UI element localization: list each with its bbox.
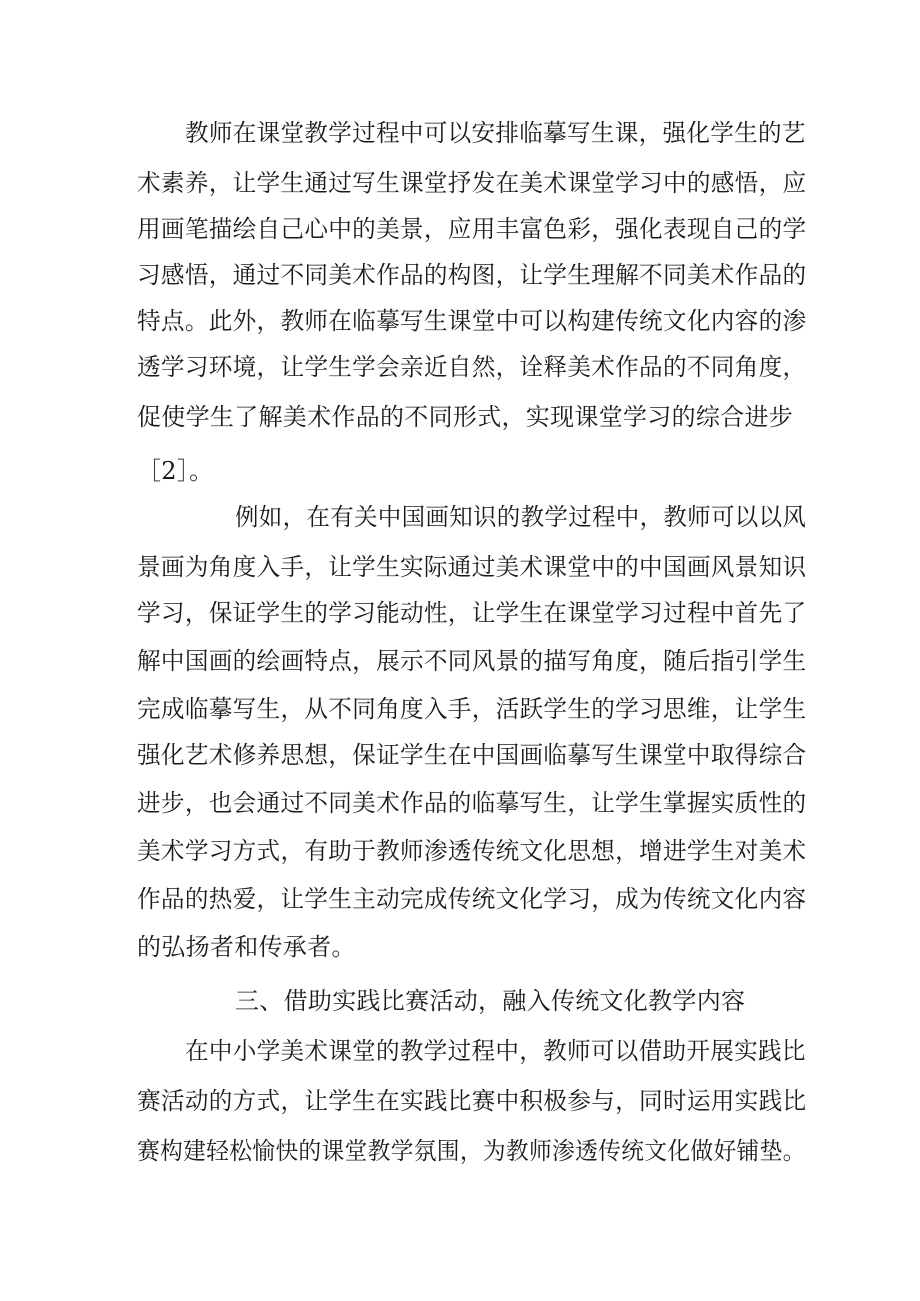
text-line: 作品的热爱，让学生主动完成传统文化学习，成为传统文化内容: [137, 885, 807, 913]
text-line: ［2］。: [137, 457, 214, 485]
text-line: 教师在课堂教学过程中可以安排临摹写生课，强化学生的艺: [185, 119, 806, 147]
section-heading: 三、借助实践比赛活动，融入传统文化教学内容: [235, 987, 746, 1015]
text-line: 完成临摹写生，从不同角度入手，活跃学生的学习思维，让学生: [137, 695, 807, 723]
text-line: 习感悟，通过不同美术作品的构图，让学生理解不同美术作品的: [137, 261, 807, 289]
text-line: 美术学习方式，有助于教师渗透传统文化思想，增进学生对美术: [137, 837, 807, 865]
text-line: 赛构建轻松愉快的课堂教学氛围，为教师渗透传统文化做好铺垫。: [137, 1137, 806, 1165]
text-line: 术素养，让学生通过写生课堂抒发在美术课堂学习中的感悟，应: [137, 169, 807, 197]
text-line: 景画为角度入手，让学生实际通过美术课堂中的中国画风景知识: [137, 553, 807, 581]
text-line: 透学习环境，让学生学会亲近自然，诠释美术作品的不同角度，: [137, 353, 807, 381]
text-line: 例如，在有关中国画知识的教学过程中，教师可以以风: [235, 503, 807, 531]
text-line: 的弘扬者和传承者。: [137, 933, 356, 961]
text-line: 解中国画的绘画特点，展示不同风景的描写角度，随后指引学生: [137, 647, 807, 675]
text-line: 强化艺术修养思想，保证学生在中国画临摹写生课堂中取得综合: [137, 741, 807, 769]
text-line: 进步，也会通过不同美术作品的临摹写生，让学生掌握实质性的: [137, 789, 807, 817]
text-line: 用画笔描绘自己心中的美景，应用丰富色彩，强化表现自己的学: [137, 215, 807, 243]
text-line: 学习，保证学生的学习能动性，让学生在课堂学习过程中首先了: [137, 599, 807, 627]
text-line: 促使学生了解美术作品的不同形式，实现课堂学习的综合进步: [137, 403, 794, 431]
text-line: 特点。此外，教师在临摹写生课堂中可以构建传统文化内容的渗: [137, 307, 807, 335]
text-line: 在中小学美术课堂的教学过程中，教师可以借助开展实践比: [185, 1037, 806, 1065]
text-line: 赛活动的方式，让学生在实践比赛中积极参与，同时运用实践比: [137, 1087, 807, 1115]
